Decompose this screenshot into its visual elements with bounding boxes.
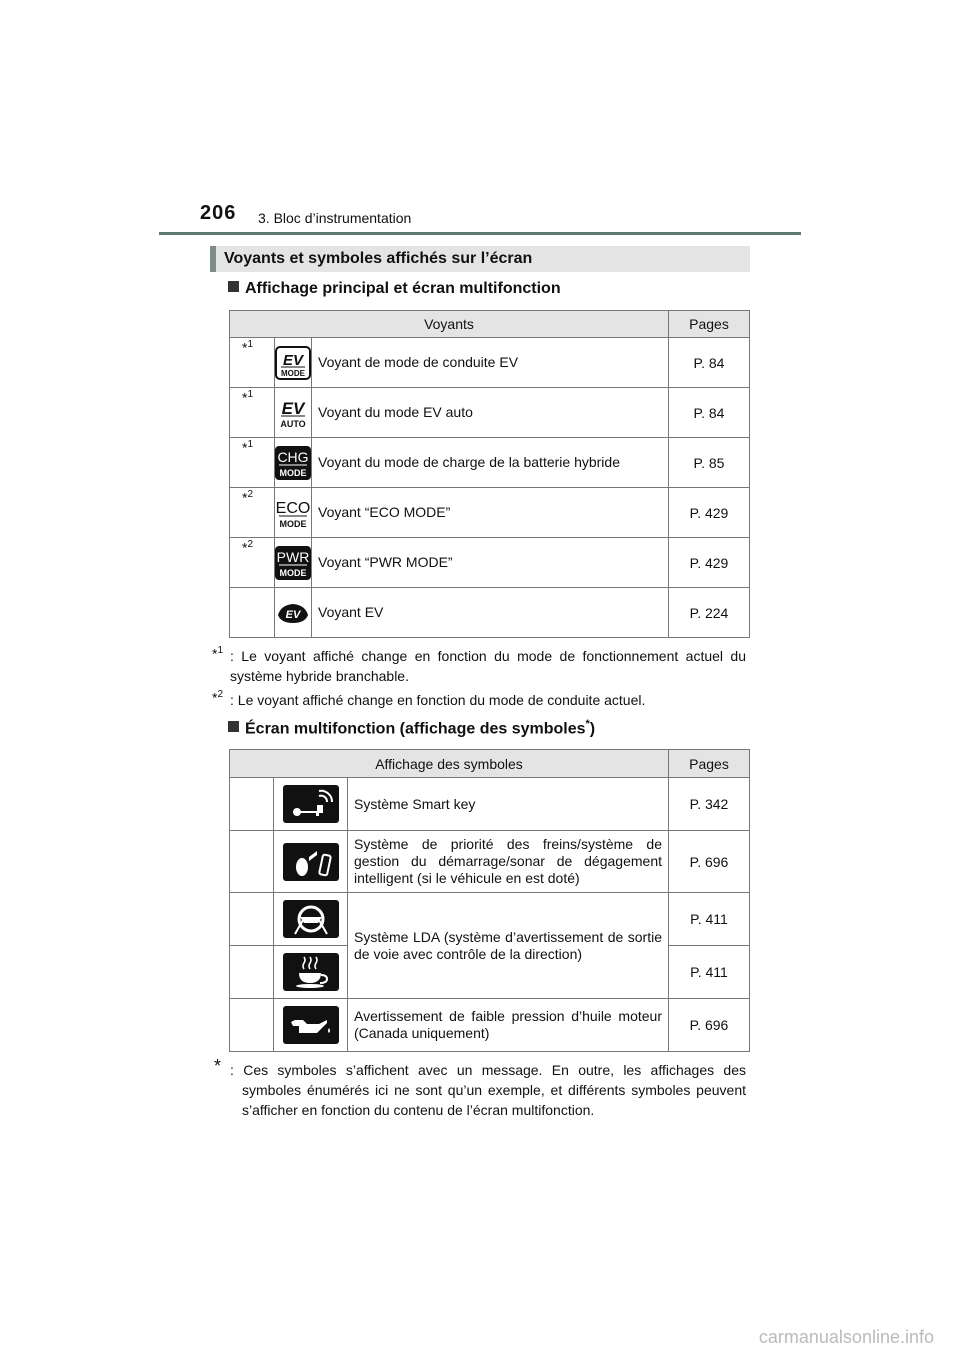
brake-priority-icon — [274, 831, 348, 893]
svg-text:AUTO: AUTO — [280, 418, 306, 429]
row-page: P. 85 — [669, 438, 750, 488]
symbols-table — [229, 749, 750, 1052]
table-row — [230, 893, 750, 946]
table-row — [230, 338, 750, 388]
oil-pressure-icon — [274, 999, 348, 1052]
indicators-table — [229, 310, 750, 638]
footnote-mark: *$^2$ — [212, 689, 224, 706]
empty-cell — [230, 999, 274, 1052]
row-description: Voyant de mode de conduite EV — [312, 338, 669, 388]
row-description: Voyant EV — [312, 588, 669, 638]
lda-steering-icon — [274, 893, 348, 946]
pwr-mode-icon — [275, 538, 312, 588]
ev-mode-icon — [275, 338, 312, 388]
svg-text:MODE: MODE — [281, 368, 305, 378]
note-mark: *$^1$ — [230, 338, 275, 388]
col-header-pages: Pages — [669, 750, 750, 778]
bullet-square-icon — [228, 281, 239, 292]
row-page: P. 411 — [669, 893, 750, 946]
footnote-mark: *$^1$ — [212, 645, 224, 662]
row-page: P. 429 — [669, 538, 750, 588]
table-header-row — [230, 750, 750, 778]
row-description: Voyant du mode EV auto — [312, 388, 669, 438]
svg-text:EV: EV — [282, 351, 304, 369]
row-page: P. 84 — [669, 338, 750, 388]
note-mark — [230, 588, 275, 638]
table-row — [230, 778, 750, 831]
table-row — [230, 538, 750, 588]
svg-text:MODE: MODE — [279, 518, 307, 529]
svg-text:PWR: PWR — [276, 548, 310, 565]
footnote-1: : Le voyant affiché change en fonction du mode de fonctionnement actuel du système hybride branchable. — [230, 648, 746, 684]
row-page: P. 696 — [669, 999, 750, 1052]
ev-indicator-icon — [275, 588, 312, 638]
svg-text:MODE: MODE — [279, 467, 307, 478]
note-mark: *$^1$ — [230, 438, 275, 488]
note-mark: *$^2$ — [230, 488, 275, 538]
chapter-title: 3. Bloc d’instrumentation — [258, 210, 412, 226]
table-row — [230, 588, 750, 638]
note-mark: *$^2$ — [230, 538, 275, 588]
svg-text:EV: EV — [281, 398, 305, 418]
section-stripe — [210, 246, 216, 272]
row-page: P. 429 — [669, 488, 750, 538]
row-description: Voyant “ECO MODE” — [312, 488, 669, 538]
coffee-cup-icon — [274, 946, 348, 999]
svg-text:CHG: CHG — [277, 448, 309, 465]
subsection-title-main: Affichage principal et écran multifonction — [228, 280, 561, 298]
eco-mode-icon — [275, 488, 312, 538]
col-header-pages: Pages — [669, 311, 750, 338]
row-description: Avertissement de faible pression d’huile moteur (Canada uniquement) — [348, 999, 669, 1052]
row-page: P. 84 — [669, 388, 750, 438]
ev-auto-icon — [275, 388, 312, 438]
row-description: Voyant du mode de charge de la batterie hybride — [312, 438, 669, 488]
table-row — [230, 488, 750, 538]
col-header-symbols: Affichage des symboles — [230, 750, 669, 778]
row-page: P. 342 — [669, 778, 750, 831]
empty-cell — [230, 778, 274, 831]
bullet-square-icon — [228, 721, 239, 732]
row-description: Voyant “PWR MODE” — [312, 538, 669, 588]
row-description: Système Smart key — [348, 778, 669, 831]
note-mark: *$^1$ — [230, 388, 275, 438]
table-row — [230, 831, 750, 893]
row-page: P. 696 — [669, 831, 750, 893]
watermark: carmanualsonline.info — [758, 1327, 934, 1347]
empty-cell — [230, 893, 274, 946]
svg-text:ECO: ECO — [275, 499, 311, 517]
row-description: Système de priorité des freins/système de gestion du démarrage/sonar de dégagement intelligent (si le véhicule en est doté) — [348, 831, 669, 893]
footnote-2: : Le voyant affiché change en fonction du mode de conduite actuel. — [230, 692, 646, 708]
row-page: P. 411 — [669, 946, 750, 999]
table-header-row — [230, 311, 750, 338]
footnote-mark: * — [214, 1056, 222, 1076]
table-row — [230, 438, 750, 488]
subsection-title-symbols: Écran multifonction (affichage des symboles*) — [228, 718, 595, 738]
empty-cell — [230, 946, 274, 999]
svg-text:EV: EV — [285, 608, 301, 621]
table-row — [230, 388, 750, 438]
section-header — [210, 246, 750, 272]
row-description: Système LDA (système d’avertissement de sortie de voie avec contrôle de la direction) — [348, 893, 669, 999]
section-title: Voyants et symboles affichés sur l’écran — [224, 250, 533, 267]
svg-text:MODE: MODE — [279, 567, 307, 578]
row-page: P. 224 — [669, 588, 750, 638]
footnote-symbols: : Ces symboles s’affichent avec un message. En outre, les affichages des symboles énumérés ici ne sont qu’un exemple, et différents symboles peuvent s’afficher en fonction du contenu de l’écran multifonction. — [230, 1062, 746, 1118]
empty-cell — [230, 831, 274, 893]
smart-key-icon — [274, 778, 348, 831]
header-rule — [159, 232, 801, 235]
table-row — [230, 999, 750, 1052]
chg-mode-icon — [275, 438, 312, 488]
col-header-indicators: Voyants — [230, 311, 669, 338]
page-number: 206 — [200, 202, 237, 224]
